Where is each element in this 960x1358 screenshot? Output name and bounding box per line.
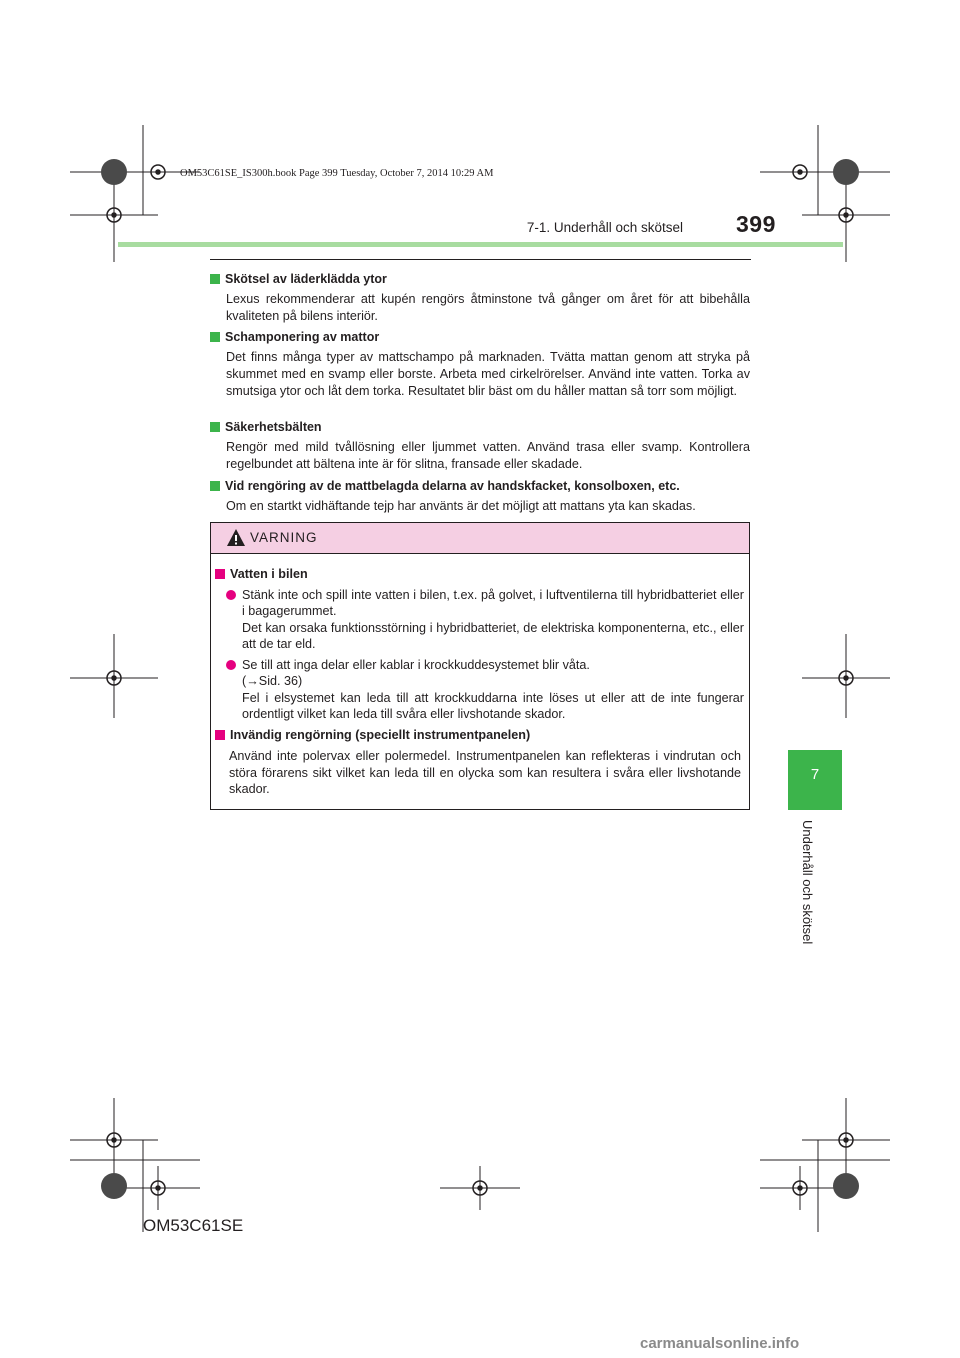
section-text: Lexus rekommenderar att kupén rengörs åtminstone två gånger om året för att bibehålla kvaliteten på bilens interiör. [226, 292, 750, 323]
round-bullet-icon [226, 660, 236, 670]
watermark: carmanualsonline.info [640, 1335, 800, 1352]
section-leather [210, 270, 750, 325]
square-bullet-icon [210, 481, 220, 491]
warning-text: Använd inte polervax eller polermedel. Instrumentpanelen kan reflekteras i vindrutan och störa förarens sikt vilket kan leda till en olycka som kan resultera i svåra eller livshotande skador. [229, 749, 741, 796]
section-text: Rengör med mild tvållösning eller ljummet vatten. Använd trasa eller svamp. Kontrollera regelbundet att bältena inte är för slitna, fransade eller skadade. [226, 440, 750, 471]
warning-bullet: Stänk inte och spill inte vatten i bilen, t.ex. på golvet, i luftventilerna till hybridbatteriet eller i bagagerummet. Det kan orsaka funktionsstörning i hybridbatteriet, de elektriska komponenterna, etc., eller att de tar eld. [226, 587, 744, 653]
square-bullet-icon [215, 730, 225, 740]
print-info: OM53C61SE_IS300h.book Page 399 Tuesday, October 7, 2014 10:29 AM [180, 168, 494, 179]
section-carpet [210, 328, 750, 400]
warning-title: VARNING [250, 530, 318, 545]
warning-bullet: Se till att inga delar eller kablar i krockkuddesystemet blir våta. (→Sid. 36) Fel i elsystemet kan leda till att krockkuddarna inte löses ut eller att de inte fungerar ordentligt vilket kan leda till svåra eller livshotande skador. [226, 657, 744, 723]
section-seatbelts [210, 418, 750, 473]
page-reference: (→Sid. 36) [242, 674, 303, 688]
section-carpeted-parts [210, 477, 750, 515]
section-heading: Schamponering av mattor [210, 328, 750, 346]
section-text: Om en startkt vidhäftande tejp har använts är det möjligt att mattans yta kan skadas. [226, 499, 696, 513]
square-bullet-icon [210, 422, 220, 432]
content-rule [210, 259, 751, 260]
section-heading: Vid rengöring av de mattbelagda delarna av handskfacket, konsolboxen, etc. [210, 477, 750, 495]
square-bullet-icon [210, 274, 220, 284]
section-heading: Skötsel av läderklädda ytor [210, 270, 750, 288]
section-text: Det finns många typer av mattschampo på marknaden. Tvätta mattan genom att stryka på skummet med en svamp eller borste. Arbeta med cirkelrörelser. Använd inte vatten. Torka av smutsiga ytor och låt dem torka. Resultatet blir bäst om du håller mattan så torr som möjligt. [226, 350, 750, 398]
square-bullet-icon [210, 332, 220, 342]
warning-triangle-icon [226, 528, 246, 548]
warning-subheading: Vatten i bilen [215, 567, 308, 581]
page-number: 399 [736, 211, 776, 237]
section-title: 7-1. Underhåll och skötsel [526, 220, 683, 235]
round-bullet-icon [226, 590, 236, 600]
warning-subheading: Invändig rengörning (speciellt instrumentpanelen) [215, 728, 530, 742]
footer-code: OM53C61SE [143, 1216, 244, 1235]
square-bullet-icon [215, 569, 225, 579]
chapter-number: 7 [810, 766, 820, 783]
section-heading: Säkerhetsbälten [210, 418, 750, 436]
chapter-label: Underhåll och skötsel [800, 820, 815, 945]
header-bar [118, 242, 843, 247]
